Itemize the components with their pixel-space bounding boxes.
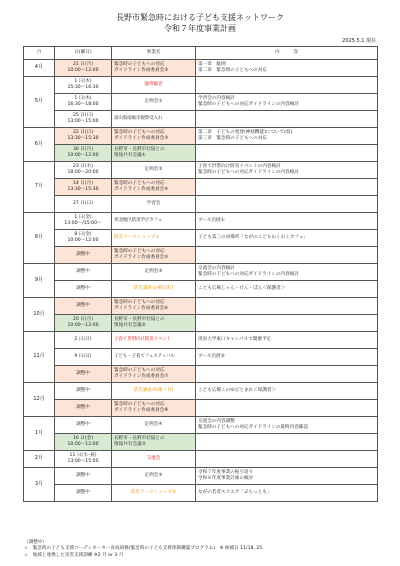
notes: [24, 540, 384, 559]
date-cell: [55, 315, 112, 332]
event-text: 防災ワークショップ②: [130, 490, 177, 496]
month-cell: 1月: [24, 417, 55, 451]
content-cell: [196, 451, 378, 468]
content-text: 清泉大学東口キャンパスで開催予定: [198, 337, 272, 343]
time-text: 10:00～12:00: [67, 153, 99, 158]
content-cell: [196, 485, 378, 502]
event-cell: [112, 417, 196, 434]
table-row: [24, 213, 378, 230]
note-pending: （調整中）: [24, 540, 47, 545]
content-cell: [196, 230, 378, 247]
content-text: 子ども第三の居場所「ながのこどもわくわくカフェ」: [198, 235, 309, 241]
date-text: 23 日(水): [72, 164, 94, 170]
content-text: こども広場じゃん・けん・ぽん＜保護者＞: [198, 286, 286, 292]
time-text: 18:00～20:00: [67, 170, 99, 175]
content-text: ブース出展①: [198, 218, 225, 224]
note-disaster-drill: ☆ 地域と連携した災害支援訓練 ※2 月 or 3 月: [24, 552, 124, 558]
table-row: [24, 230, 378, 247]
content-cell: [196, 281, 378, 298]
event-text-2: 情報共有会議①: [114, 153, 146, 158]
date-cell: [55, 179, 112, 196]
event-text: 更北地区防災学びカフェ: [114, 218, 163, 224]
content-text: 第二章 子どもの発達(神経機能)について(仮): [198, 130, 293, 136]
event-text: 学習会: [146, 201, 161, 207]
table-row: [24, 196, 378, 213]
event-text-2: ガイドライン作成委員会④: [114, 187, 169, 192]
time-text: 13:00～15:00: [67, 459, 99, 464]
table-row: [24, 315, 378, 332]
event-text: 子ども・子育てフェスティバル: [114, 354, 175, 360]
event-text: 緊急時の子どもへの対応: [114, 300, 165, 306]
time-text: 13:30～15:30: [67, 187, 99, 192]
content-text: 交流会の内容調整: [198, 419, 235, 425]
date-cell: [55, 366, 112, 383]
month-cell: 12月: [24, 383, 55, 417]
event-cell: [112, 400, 196, 417]
date-cell: [55, 281, 112, 298]
content-cell: [196, 366, 378, 383]
table-row: [24, 77, 378, 94]
date-text: 14 日(月): [72, 181, 94, 187]
event-text-2: ガイドライン作成委員会②: [114, 68, 169, 73]
date-cell: [55, 451, 112, 468]
month-cell: 4月: [24, 60, 55, 77]
content-cell: [196, 332, 378, 349]
table-row: [24, 94, 378, 111]
date-text: 30 日(月): [72, 147, 94, 153]
time-text: 13:00～/15:00～: [64, 221, 102, 226]
event-text: 交流会: [146, 456, 161, 462]
date-cell: [55, 94, 112, 111]
date-cell: [55, 213, 112, 230]
content-text: 学習会の内容検討: [198, 96, 235, 102]
event-cell: [112, 298, 196, 315]
date-cell: [55, 468, 112, 485]
content-cell: [196, 77, 378, 94]
page-title: 長野市緊急時における子ども支援ネットワーク: [116, 13, 284, 22]
date-text: 調整中: [76, 422, 90, 428]
month-cell: 11月: [24, 332, 55, 383]
month-cell: 7月: [24, 162, 55, 213]
date-cell: [55, 383, 112, 400]
table-row: [24, 383, 378, 400]
date-text: 調整中: [76, 371, 90, 377]
note-coordinator-training: ☆ 緊急時の子ども支援コーディネーター育成研修(緊急時の子ども支援体制構築プログラム) ※ 候補日 11/18, 25: [24, 546, 263, 552]
event-text: 長野市・長野市社協との: [114, 436, 165, 442]
content-cell: [196, 60, 378, 77]
content-cell: [196, 128, 378, 145]
date-text: 調整中: [76, 303, 90, 309]
content-text-2: 第三章 緊急時の子どもへの対応: [198, 136, 267, 141]
table-row: [24, 298, 378, 315]
content-text: 子育て世帯向け防災イベントの内容検討: [198, 164, 281, 170]
date-cell: [55, 196, 112, 213]
content-cell: [196, 434, 378, 451]
table-row: [24, 247, 378, 264]
time-text: 13:00～15:00: [67, 119, 99, 124]
event-text-2: 情報共有会議③: [114, 442, 146, 447]
table-row: [24, 179, 378, 196]
table-row: [24, 128, 378, 145]
month-cell: 9月: [24, 264, 55, 298]
date-text: 22 日(日): [72, 130, 94, 136]
table-row: [24, 60, 378, 77]
date-cell: [55, 485, 112, 502]
event-cell: [112, 434, 196, 451]
event-text: 緊急時の子どもへの対応: [114, 62, 165, 68]
event-text-2: ガイドライン作成委員会⑤: [114, 255, 169, 260]
table-row: [24, 366, 378, 383]
title-block: [0, 12, 400, 34]
date-cell: [55, 60, 112, 77]
date-cell: [55, 298, 112, 315]
event-text: 定例会④: [144, 422, 163, 428]
date-cell: [55, 77, 112, 94]
event-cell: [112, 349, 196, 366]
time-text: 10:00～12:00: [67, 68, 99, 73]
event-cell: [112, 383, 196, 400]
event-cell: [112, 162, 196, 179]
page-subtitle: 令和７年度事業計画: [164, 24, 236, 33]
date-cell: [55, 111, 112, 128]
date-text: 調整中: [76, 286, 90, 292]
month-cell: 10月: [24, 298, 55, 332]
event-text: 防災講座①(朝日町): [133, 286, 174, 292]
date-text: 調整中: [76, 388, 90, 394]
header-content: 内 容: [196, 47, 378, 60]
event-text: 通常総会: [144, 82, 163, 88]
content-text: 交流会の内容検討: [198, 266, 235, 272]
date-text: 調整中: [76, 405, 90, 411]
date-text: 調整中: [76, 473, 90, 479]
event-cell: [112, 179, 196, 196]
event-cell: [112, 468, 196, 485]
date-text: 25 日(日): [72, 113, 94, 119]
table-row: [24, 332, 378, 349]
event-text: 防災講座②(篠ノ井): [133, 388, 174, 394]
event-text: 緊急時の子どもへの対応: [114, 130, 165, 136]
event-cell: [112, 213, 196, 230]
table-row: [24, 264, 378, 281]
content-cell: [196, 400, 378, 417]
event-cell: [112, 281, 196, 298]
time-text: 10:00～12:00: [67, 238, 99, 243]
date-text: 21 日(月): [72, 62, 94, 68]
date-text: 9 日(日): [74, 354, 92, 360]
event-cell: [112, 366, 196, 383]
content-cell: [196, 94, 378, 111]
month-cell: 5月: [24, 77, 55, 128]
content-text: ながの若者スクエア「ぷらっとも」: [198, 490, 272, 496]
date-text: 27 日(日): [72, 201, 94, 207]
event-cell: [112, 230, 196, 247]
content-cell: [196, 315, 378, 332]
date-text: 16 日(金): [72, 436, 94, 442]
table-row: [24, 145, 378, 162]
date-cell: [55, 349, 112, 366]
event-text-2: ガイドライン作成委員会⑧: [114, 408, 169, 413]
as-of-date: 2025.5.1 現在: [342, 38, 376, 44]
event-cell: [112, 315, 196, 332]
content-cell: [196, 213, 378, 230]
content-text: 第一章 総則: [198, 62, 226, 68]
event-text: 緊急時の子どもへの対応: [114, 249, 165, 255]
event-cell: [112, 111, 196, 128]
content-cell: [196, 111, 378, 128]
content-text-2: 緊急時の子どもへの対応ガイドラインの内容検討: [198, 272, 299, 277]
date-cell: [55, 145, 112, 162]
event-text: 定例会③: [144, 269, 163, 275]
date-text: 1 日(金): [74, 215, 92, 221]
date-cell: [55, 417, 112, 434]
content-text: こども広場このゆびとまれ＜保護者＞: [198, 388, 277, 394]
event-text: 防災ワークショップ①: [114, 235, 160, 241]
date-text: 調整中: [76, 252, 90, 258]
content-cell: [196, 417, 378, 434]
date-cell: [55, 230, 112, 247]
event-text-2: ガイドライン作成委員会⑦: [114, 374, 169, 379]
content-cell: [196, 468, 378, 485]
content-cell: [196, 247, 378, 264]
event-text-2: ガイドライン作成委員会③: [114, 136, 169, 141]
date-text: 1 日(木): [74, 96, 92, 102]
event-text: 緊急時の子どもへの対応: [114, 402, 165, 408]
content-cell: [196, 179, 378, 196]
date-cell: [55, 264, 112, 281]
event-text: 定例会②: [144, 167, 163, 173]
date-cell: [55, 332, 112, 349]
content-text-2: 緊急時の子どもへの対応ガイドラインの内容検討: [198, 102, 299, 107]
table-row: [24, 162, 378, 179]
content-cell: [196, 298, 378, 315]
time-text: 10:00～12:00: [67, 442, 99, 447]
table-row: [24, 400, 378, 417]
content-cell: [196, 349, 378, 366]
date-text: 2 日(日): [74, 337, 92, 343]
header-event: 事業名: [112, 47, 196, 60]
content-cell: [196, 264, 378, 281]
content-text-2: 令和８年度事業計画の検討: [198, 476, 254, 481]
event-cell: [112, 332, 196, 349]
event-text: 長野市・長野市社協との: [114, 317, 165, 323]
month-cell: 6月: [24, 128, 55, 162]
event-cell: [112, 451, 196, 468]
table-row: [24, 349, 378, 366]
time-text: 16:30～18:00: [67, 102, 99, 107]
date-text: 11 日(水･祝): [69, 453, 97, 459]
event-text-2: 情報共有会議②: [114, 323, 146, 328]
table-row: [24, 417, 378, 434]
event-text: 定例会⑤: [144, 473, 163, 479]
schedule-table: [23, 46, 378, 502]
content-cell: [196, 383, 378, 400]
time-text: 13:30～15:30: [67, 136, 99, 141]
header-date: 日(曜日): [55, 47, 112, 60]
content-cell: [196, 162, 378, 179]
date-cell: [55, 128, 112, 145]
content-text-2: 第二章 緊急時の子どもへの対応: [198, 68, 267, 73]
date-cell: [55, 400, 112, 417]
table-row: [24, 281, 378, 298]
header-month: 月: [24, 47, 55, 60]
content-text: 令和７年度事業の振り返り: [198, 470, 254, 476]
date-cell: [55, 162, 112, 179]
month-cell: 8月: [24, 213, 55, 264]
content-text-2: 緊急時の子どもへの対応ガイドラインの最終内容確認: [198, 425, 308, 430]
month-cell: 3月: [24, 468, 55, 502]
event-text: 緊急時の子どもへの対応: [114, 368, 165, 374]
date-cell: [55, 247, 112, 264]
date-text: 調整中: [76, 490, 90, 496]
table-row: [24, 451, 378, 468]
time-text: 10:00～12:00: [67, 323, 99, 328]
event-text: 富山県南砺市視察受入れ: [114, 116, 163, 122]
time-text: 15:30～16:30: [67, 85, 99, 90]
content-text: ブース出展②: [198, 354, 225, 360]
event-cell: [112, 60, 196, 77]
event-text: 定例会①: [144, 99, 163, 105]
event-text-2: ガイドライン作成委員会⑥: [114, 306, 169, 311]
event-text: 子育て世帯向け防災イベント: [114, 337, 172, 343]
event-cell: [112, 247, 196, 264]
content-text-2: 緊急時の子どもへの対応ガイドラインの内容検討: [198, 170, 299, 175]
date-text: 20 日(月): [72, 317, 94, 323]
event-cell: [112, 128, 196, 145]
table-row: [24, 485, 378, 502]
date-text: 1 日(木): [74, 79, 92, 85]
event-cell: [112, 145, 196, 162]
event-cell: [112, 264, 196, 281]
event-text: 長野市・長野市社協との: [114, 147, 165, 153]
table-row: [24, 434, 378, 451]
date-text: 調整中: [76, 269, 90, 275]
event-text: 緊急時の子どもへの対応: [114, 181, 165, 187]
event-cell: [112, 196, 196, 213]
date-text: 8 日(金): [74, 232, 92, 238]
header-row: [24, 47, 378, 60]
event-cell: [112, 485, 196, 502]
date-cell: [55, 434, 112, 451]
content-cell: [196, 196, 378, 213]
month-cell: 2月: [24, 451, 55, 468]
content-cell: [196, 145, 378, 162]
event-cell: [112, 94, 196, 111]
event-cell: [112, 77, 196, 94]
table-row: [24, 111, 378, 128]
table-row: [24, 468, 378, 485]
